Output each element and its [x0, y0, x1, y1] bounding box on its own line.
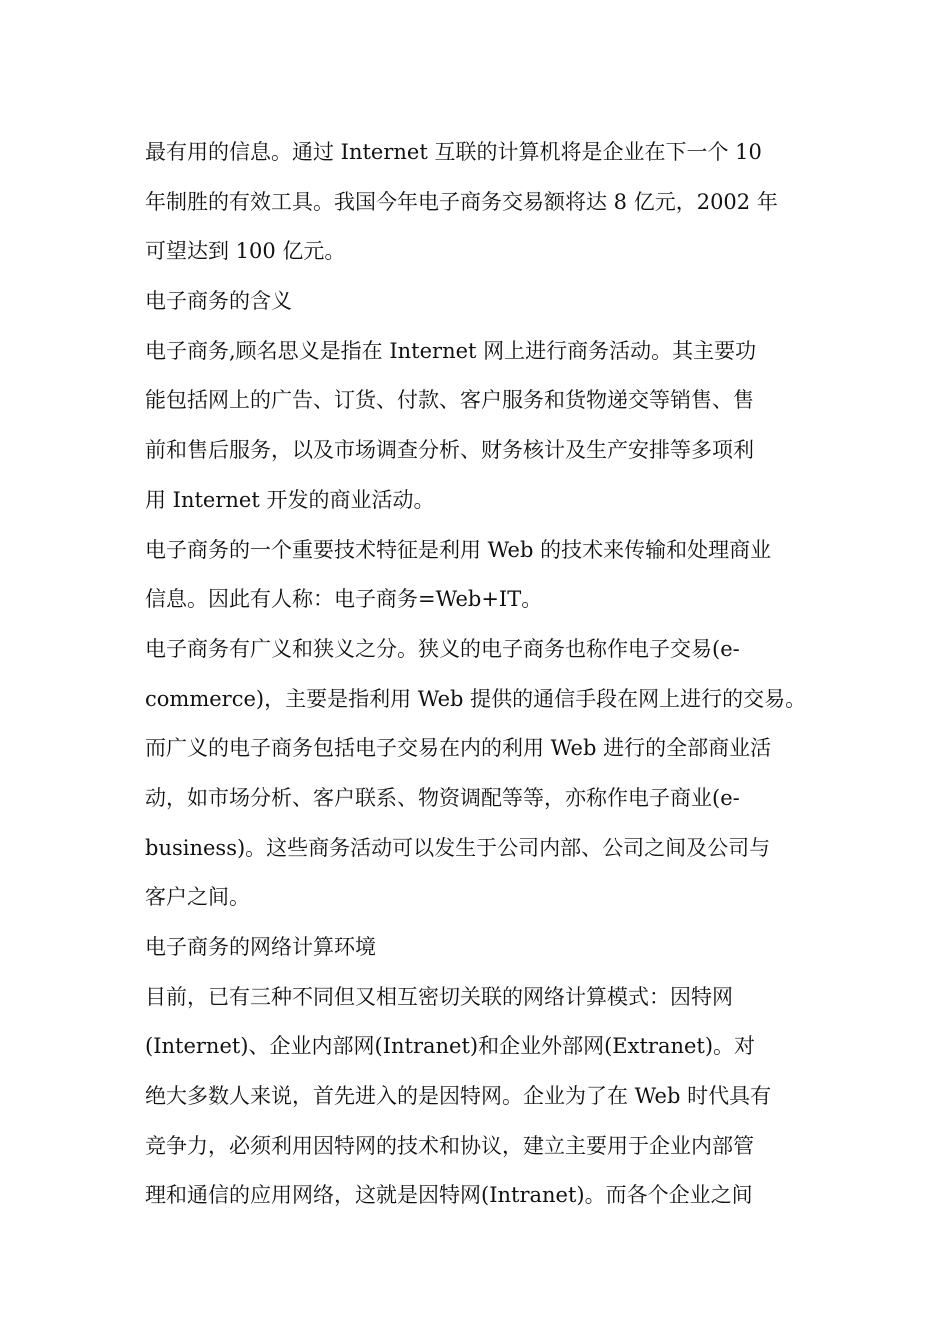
text-line: commerce)，主要是指利用 Web 提供的通信手段在网上进行的交易。 — [145, 686, 807, 711]
text-line: 最有用的信息。通过 Internet 互联的计算机将是企业在下一个 10 — [145, 140, 762, 164]
text-line: 年制胜的有效工具。我国今年电子商务交易额将达 8 亿元，2002 年 — [145, 189, 778, 214]
text-line: 竞争力，必须利用因特网的技术和协议，建立主要用于企业内部管 — [145, 1133, 754, 1158]
body-text — [145, 128, 810, 1221]
text-line: 绝大多数人来说，首先进入的是因特网。企业为了在 Web 时代具有 — [145, 1084, 772, 1109]
text-line: 电子商务,顾名思义是指在 Internet 网上进行商务活动。其主要功 — [145, 338, 757, 363]
text-line: 动，如市场分析、客户联系、物资调配等等，亦称作电子商业(e- — [145, 785, 740, 810]
text-line: 前和售后服务，以及市场调查分析、财务核计及生产安排等多项利 — [145, 438, 754, 463]
text-line: 电子商务有广义和狭义之分。狭义的电子商务也称作电子交易(e- — [145, 636, 740, 661]
section-heading: 电子商务的网络计算环境 — [145, 935, 376, 959]
text-line: 信息。因此有人称：电子商务=Web+IT。 — [145, 587, 543, 612]
text-line: business)。这些商务活动可以发生于公司内部、公司之间及公司与 — [145, 835, 771, 860]
text-line: (Internet)、企业内部网(Intranet)和企业外部网(Extranet)。对 — [145, 1034, 756, 1059]
text-line: 电子商务的一个重要技术特征是利用 Web 的技术来传输和处理商业 — [145, 537, 772, 562]
text-line: 理和通信的应用网络，这就是因特网(Intranet)。而各个企业之间 — [145, 1183, 753, 1208]
text-line: 而广义的电子商务包括电子交易在内的利用 Web 进行的全部商业活 — [145, 736, 772, 761]
text-line: 目前，已有三种不同但又相互密切关联的网络计算模式：因特网 — [145, 984, 733, 1009]
text-line: 能包括网上的广告、订货、付款、客户服务和货物递交等销售、售 — [145, 388, 754, 413]
text-line: 客户之间。 — [145, 885, 250, 910]
section-heading: 电子商务的含义 — [145, 289, 292, 314]
text-line: 用 Internet 开发的商业活动。 — [145, 487, 435, 512]
text-line: 可望达到 100 亿元。 — [145, 239, 346, 264]
